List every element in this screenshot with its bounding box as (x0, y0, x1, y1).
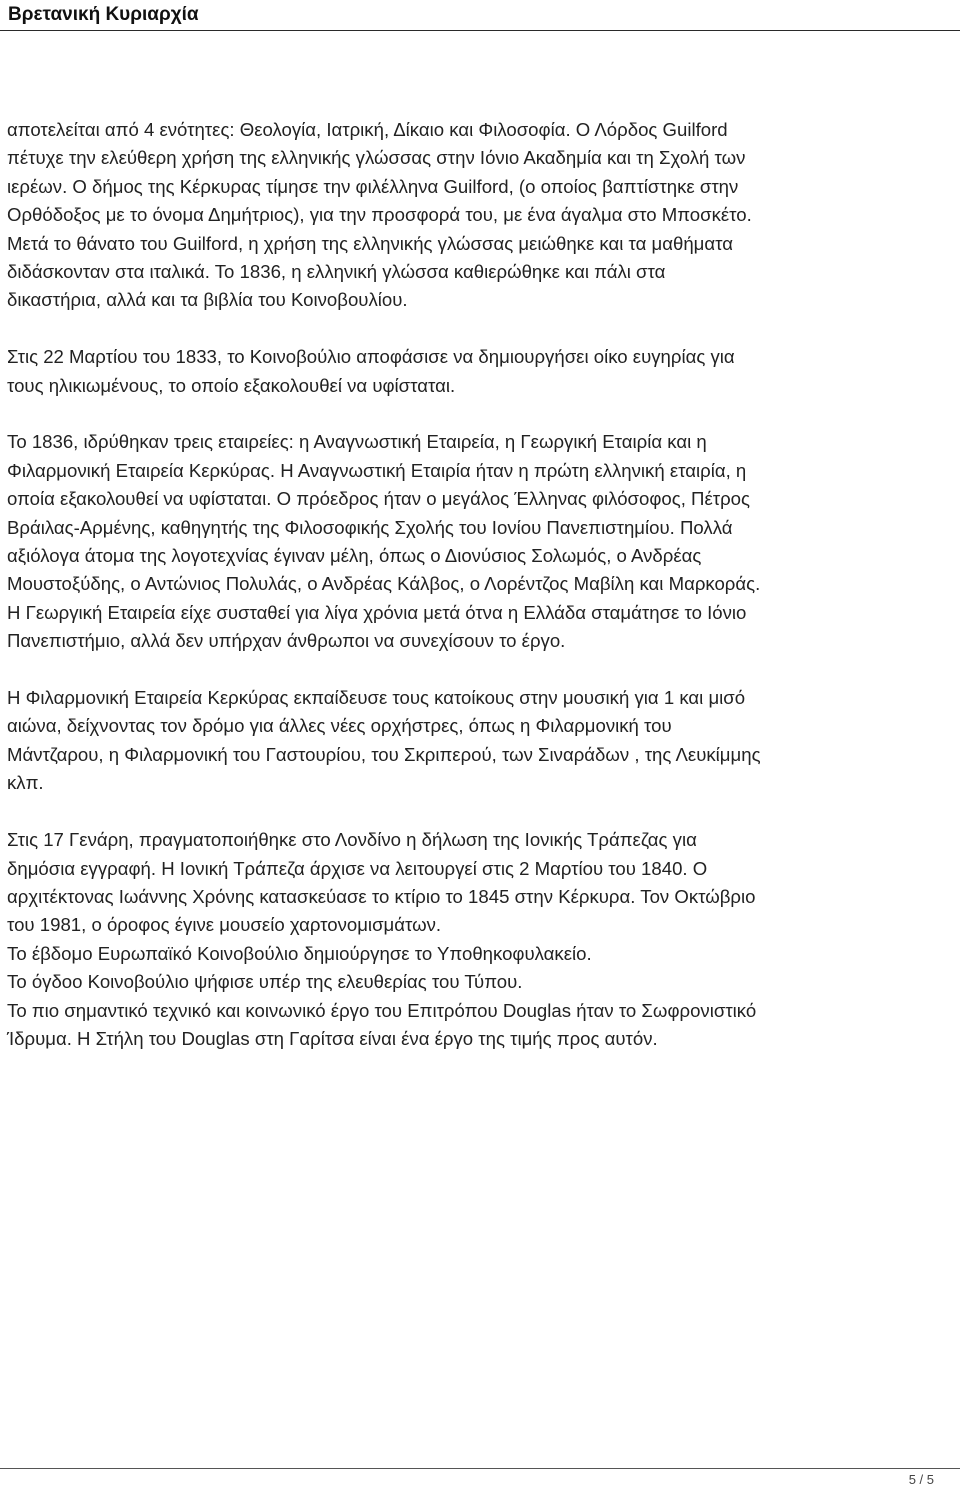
text-line: Το έβδομο Ευρωπαϊκό Κοινοβούλιο δημιούργησε το Υποθηκοφυλακείο. (7, 942, 592, 964)
text-line: αξιόλογα άτομα της λογοτεχνίας έγιναν μέλη, όπως ο Διονύσιος Σολωμός, ο Ανδρέας (7, 545, 702, 567)
text-line: Πανεπιστήμιο, αλλά δεν υπήρχαν άνθρωποι να συνεχίσουν το έργο. (7, 630, 566, 652)
paragraph-guilford (7, 116, 953, 315)
text-line: αρχιτέκτονας Ιωάννης Χρόνης κατασκεύασε το κτίριο το 1845 στην Κέρκυρα. Τον Οκτώβριο (7, 885, 756, 907)
text-line: Το 1836, ιδρύθηκαν τρεις εταιρείες: η Αναγνωστική Εταιρεία, η Γεωργική Εταιρία και η (7, 431, 707, 453)
text-line: αποτελείται από 4 ενότητες: Θεολογία, Ιατρική, Δίκαιο και Φιλοσοφία. Ο Λόρδος Guilford (7, 119, 728, 140)
text-line: πέτυχε την ελεύθερη χρήση της ελληνικής γλώσσας στην Ιόνιο Ακαδημία και τη Σχολή των (7, 147, 746, 169)
text-line: ιερέων. Ο δήμος της Κέρκυρας τίμησε την φιλέλληνα Guilford, (ο οποίος βαπτίστηκε στην (7, 175, 739, 197)
text-line: δικαστήρια, αλλά και τα βιβλία του Κοινοβουλίου. (7, 289, 408, 311)
text-line: διδάσκονταν στα ιταλικά. Το 1836, η ελληνική γλώσσα καθιερώθηκε και πάλι στα (7, 261, 666, 283)
text-line: Φιλαρμονική Εταιρεία Κερκύρας. Η Αναγνωστική Εταιρία ήταν η πρώτη ελληνική εταιρία, η (7, 459, 747, 481)
paragraph-philharmonic (7, 684, 953, 798)
text-line: Στις 17 Γενάρη, πραγματοποιήθηκε στο Λονδίνο η δήλωση της Ιονικής Τράπεζας για (7, 829, 697, 851)
text-line: δημόσια εγγραφή. Η Ιονική Τράπεζα άρχισε να λειτουργεί στις 2 Μαρτίου του 1840. Ο (7, 857, 708, 879)
text-line: Μετά το θάνατο του Guilford, η χρήση της ελληνικής γλώσσας μειώθηκε και τα μαθήματα (7, 232, 733, 254)
text-line: Το όγδοο Κοινοβούλιο ψήφισε υπέρ της ελευθερίας του Τύπου. (7, 971, 523, 993)
paragraph-ionian-bank (7, 826, 953, 1053)
text-line: Το πιο σημαντικό τεχνικό και κοινωνικό έργο του Επιτρόπου Douglas ήταν το Σωφρονιστικό (7, 999, 757, 1021)
document-body (7, 116, 953, 1082)
text-line: κλπ. (7, 772, 44, 794)
text-line: οποία εξακολουθεί να υφίσταται. Ο πρόεδρος ήταν ο μεγάλος Έλληνας φιλόσοφος, Πέτρος (7, 488, 750, 510)
text-line: τους ηλικιωμένους, το οποίο εξακολουθεί να υφίσταται. (7, 374, 456, 396)
paragraph-societies (7, 428, 953, 655)
text-line: Βράιλας-Αρμένης, καθηγητής της Φιλοσοφικής Σχολής του Ιονίου Πανεπιστημίου. Πολλά (7, 516, 733, 538)
text-line: Στις 22 Μαρτίου του 1833, το Κοινοβούλιο αποφάσισε να δημιουργήσει οίκο ευγηρίας για (7, 346, 735, 368)
text-line: του 1981, ο όροφος έγινε μουσείο χαρτονομισμάτων. (7, 914, 442, 936)
text-line: Μάντζαρου, η Φιλαρμονική του Γαστουρίου, του Σκριπερού, των Σιναράδων , της Λευκίμμης (7, 743, 761, 765)
text-line: Η Φιλαρμονική Εταιρεία Κερκύρας εκπαίδευσε τους κατοίκους στην μουσική για 1 και μισό (7, 687, 746, 709)
paragraph-elderly-home (7, 343, 953, 400)
text-line: Ίδρυμα. Η Στήλη του Douglas στη Γαρίτσα είναι ένα έργο της τιμής προς αυτόν. (7, 1027, 658, 1049)
text-line: Η Γεωργική Εταιρεία είχε συσταθεί για λίγα χρόνια μετά ότνα η Ελλάδα σταμάτησε το Ιόνιο (7, 601, 747, 623)
text-line: Ορθόδοξος με το όνομα Δημήτριος), για την προσφορά του, με ένα άγαλμα στο Μποσκέτο. (7, 204, 752, 226)
header-divider (0, 30, 960, 31)
text-line: αιώνα, δείχνοντας τον δρόμο για άλλες νέες ορχήστρες, όπως η Φιλαρμονική του (7, 715, 672, 737)
document-title: Βρετανική Κυριαρχία (8, 4, 199, 25)
footer-divider (0, 1468, 960, 1469)
text-line: Μουστοξύδης, ο Αντώνιος Πολυλάς, ο Ανδρέας Κάλβος, ο Λορέντζος Μαβίλη και Μαρκοράς. (7, 573, 761, 595)
page-number: 5 / 5 (908, 1472, 934, 1487)
